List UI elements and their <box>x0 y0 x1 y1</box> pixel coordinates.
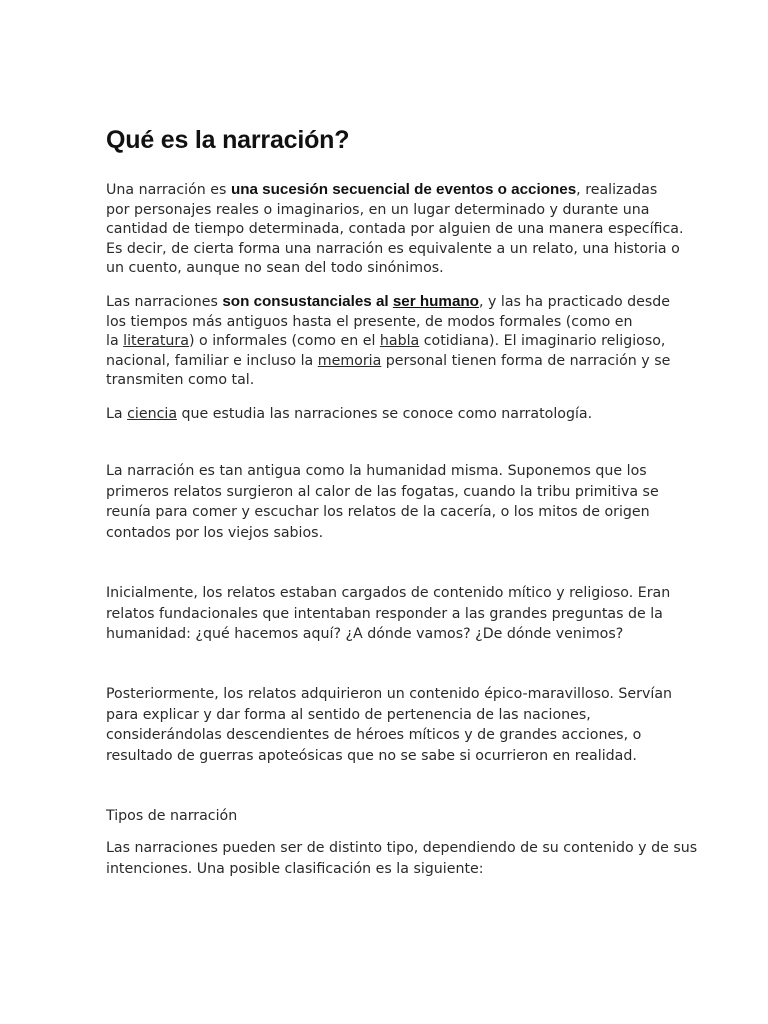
line: La narración es tan antigua como la humanidad misma. Suponemos que los <box>106 463 647 479</box>
line: transmiten como tal. <box>106 372 255 389</box>
page-title: Qué es la narración? <box>106 126 350 154</box>
line: relatos fundacionales que intentaban responder a las grandes preguntas de la <box>106 605 663 622</box>
paragraph-narratology <box>106 405 592 425</box>
line: considerándolas descendientes de héroes míticos y de grandes acciones, o <box>106 727 642 744</box>
line: Inicialmente, los relatos estaban cargados de contenido mítico y religioso. Eran <box>106 585 671 601</box>
link-ser-humano[interactable]: ser humano <box>392 293 479 310</box>
paragraph-definition <box>106 180 684 279</box>
line: Las narraciones son consustanciales al ser humano, y las ha practicado desde <box>106 293 670 310</box>
line: Las narraciones pueden ser de distinto tipo, dependiendo de su contenido y de sus <box>106 840 698 856</box>
line: por personajes reales o imaginarios, en un lugar determinado y durante una <box>106 201 650 218</box>
line: intenciones. Una posible clasificación es la siguiente: <box>106 860 484 877</box>
line: humanidad: ¿qué hacemos aquí? ¿A dónde vamos? ¿De dónde venimos? <box>106 626 624 643</box>
line: un cuento, aunque no sean del todo sinónimos. <box>106 260 444 277</box>
link-memoria[interactable]: memoria <box>317 352 382 369</box>
section-subheading: Tipos de narración <box>106 808 238 824</box>
line: Posteriormente, los relatos adquirieron un contenido épico-maravilloso. Servían <box>106 686 673 702</box>
line: resultado de guerras apoteósicas que no se sabe si ocurrieron en realidad. <box>106 747 637 764</box>
paragraph-epic <box>106 684 672 766</box>
line: Es decir, de cierta forma una narración es equivalente a un relato, una historia o <box>106 240 680 257</box>
bold-text: son consustanciales al ser humano <box>222 293 479 310</box>
paragraph-origins <box>106 461 659 543</box>
line: los tiempos más antiguos hasta el presente, de modos formales (como en <box>106 313 633 330</box>
line: nacional, familiar e incluso la memoria personal tienen forma de narración y se <box>106 352 671 369</box>
line: Una narración es una sucesión secuencial de eventos o acciones, realizadas <box>106 181 658 198</box>
bold-text: una sucesión secuencial de eventos o acciones <box>230 181 577 198</box>
line: cantidad de tiempo determinada, contada por alguien de una manera específica. <box>106 221 684 238</box>
paragraph-types-intro <box>106 838 697 879</box>
link-habla[interactable]: habla <box>379 333 420 350</box>
line: la literatura) o informales (como en el habla cotidiana). El imaginario religioso, <box>106 333 666 350</box>
line: para explicar y dar forma al sentido de pertenencia de las naciones, <box>106 706 591 723</box>
line: primeros relatos surgieron al calor de las fogatas, cuando la tribu primitiva se <box>106 483 659 500</box>
link-ciencia[interactable]: ciencia <box>127 406 178 422</box>
link-literatura[interactable]: literatura <box>123 333 189 350</box>
line: La ciencia que estudia las narraciones se conoce como narratología. <box>106 406 593 422</box>
paragraph-mythic <box>106 583 670 645</box>
line: reunía para comer y escuchar los relatos de la cacería, o los mitos de origen <box>106 504 650 521</box>
paragraph-human-nature <box>106 292 670 391</box>
line: contados por los viejos sabios. <box>106 524 324 541</box>
